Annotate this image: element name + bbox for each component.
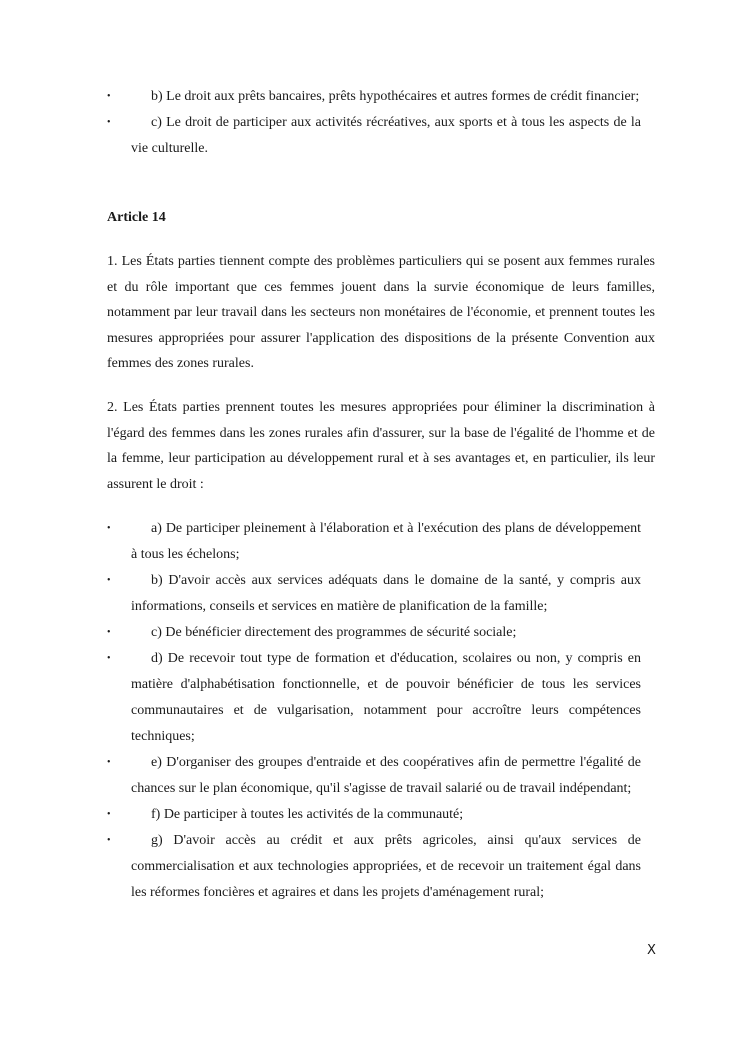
list-item: [107, 84, 641, 110]
bullet-icon: •: [107, 523, 111, 534]
list-item-text: e) D'organiser des groupes d'entraide et des coopératives afin de permettre l'égalité de chances sur le plan économique, qu'il s'agisse de travail salarié ou de travail indépendant;: [131, 755, 641, 796]
bullet-icon: •: [107, 91, 111, 102]
list-item-text: a) De participer pleinement à l'élaboration et à l'exécution des plans de développement à tous les échelons;: [131, 521, 641, 562]
list-item-text: d) De recevoir tout type de formation et d'éducation, scolaires ou non, y compris en matière d'alphabétisation fonctionnelle, et de pouvoir bénéficier de tous les services communautaires et de vulgarisation, notamment pour accroître leurs compétences techniques;: [131, 651, 641, 744]
list-item: [107, 568, 641, 620]
bullet-icon: •: [107, 575, 111, 586]
list-item: [107, 110, 641, 162]
article-paragraph-2: 2. Les États parties prennent toutes les mesures appropriées pour éliminer la discrimination à l'égard des femmes dans les zones rurales afin d'assurer, sur la base de l'égalité de l'homme et de la femme, leur participation au développement rural et à ses avantages et, en particulier, ils leur assurent le droit :: [107, 400, 655, 492]
bullet-icon: •: [107, 627, 111, 638]
list-item-text: c) De bénéficier directement des programmes de sécurité sociale;: [151, 625, 517, 640]
rural-rights-list: [107, 516, 641, 906]
list-item: [107, 828, 641, 906]
bullet-icon: •: [107, 809, 111, 820]
list-item: [107, 516, 641, 568]
list-item-text: b) D'avoir accès aux services adéquats dans le domaine de la santé, y compris aux informations, conseils et services en matière de planification de la famille;: [131, 573, 641, 614]
list-item-text: g) D'avoir accès au crédit et aux prêts agricoles, ainsi qu'aux services de commercialisation et aux technologies appropriées, et de recevoir un traitement égal dans les réformes foncières et agraires et dans les projets d'aménagement rural;: [131, 833, 641, 900]
list-item: [107, 620, 641, 646]
list-item: [107, 750, 641, 802]
bullet-icon: •: [107, 117, 111, 128]
bullet-icon: •: [107, 653, 111, 664]
list-item: [107, 802, 641, 828]
list-item-text: c) Le droit de participer aux activités récréatives, aux sports et à tous les aspects de la vie culturelle.: [131, 115, 641, 156]
bullet-icon: •: [107, 835, 111, 846]
article-paragraph-1: 1. Les États parties tiennent compte des problèmes particuliers qui se posent aux femmes rurales et du rôle important que ces femmes jouent dans la survie économique de leurs familles, notamment par leur travail dans les secteurs non monétaires de l'économie, et prennent toutes les mesures appropriées pour assurer l'application des dispositions de la présente Convention aux femmes des zones rurales.: [107, 254, 655, 372]
list-item-text: f) De participer à toutes les activités de la communauté;: [151, 807, 464, 822]
continued-rights-list: [107, 84, 641, 162]
page-footer-mark: X: [647, 943, 656, 958]
list-item-text: b) Le droit aux prêts bancaires, prêts hypothécaires et autres formes de crédit financier;: [151, 89, 640, 104]
article-heading: Article 14: [107, 210, 166, 225]
list-item: [107, 646, 641, 750]
bullet-icon: •: [107, 757, 111, 768]
